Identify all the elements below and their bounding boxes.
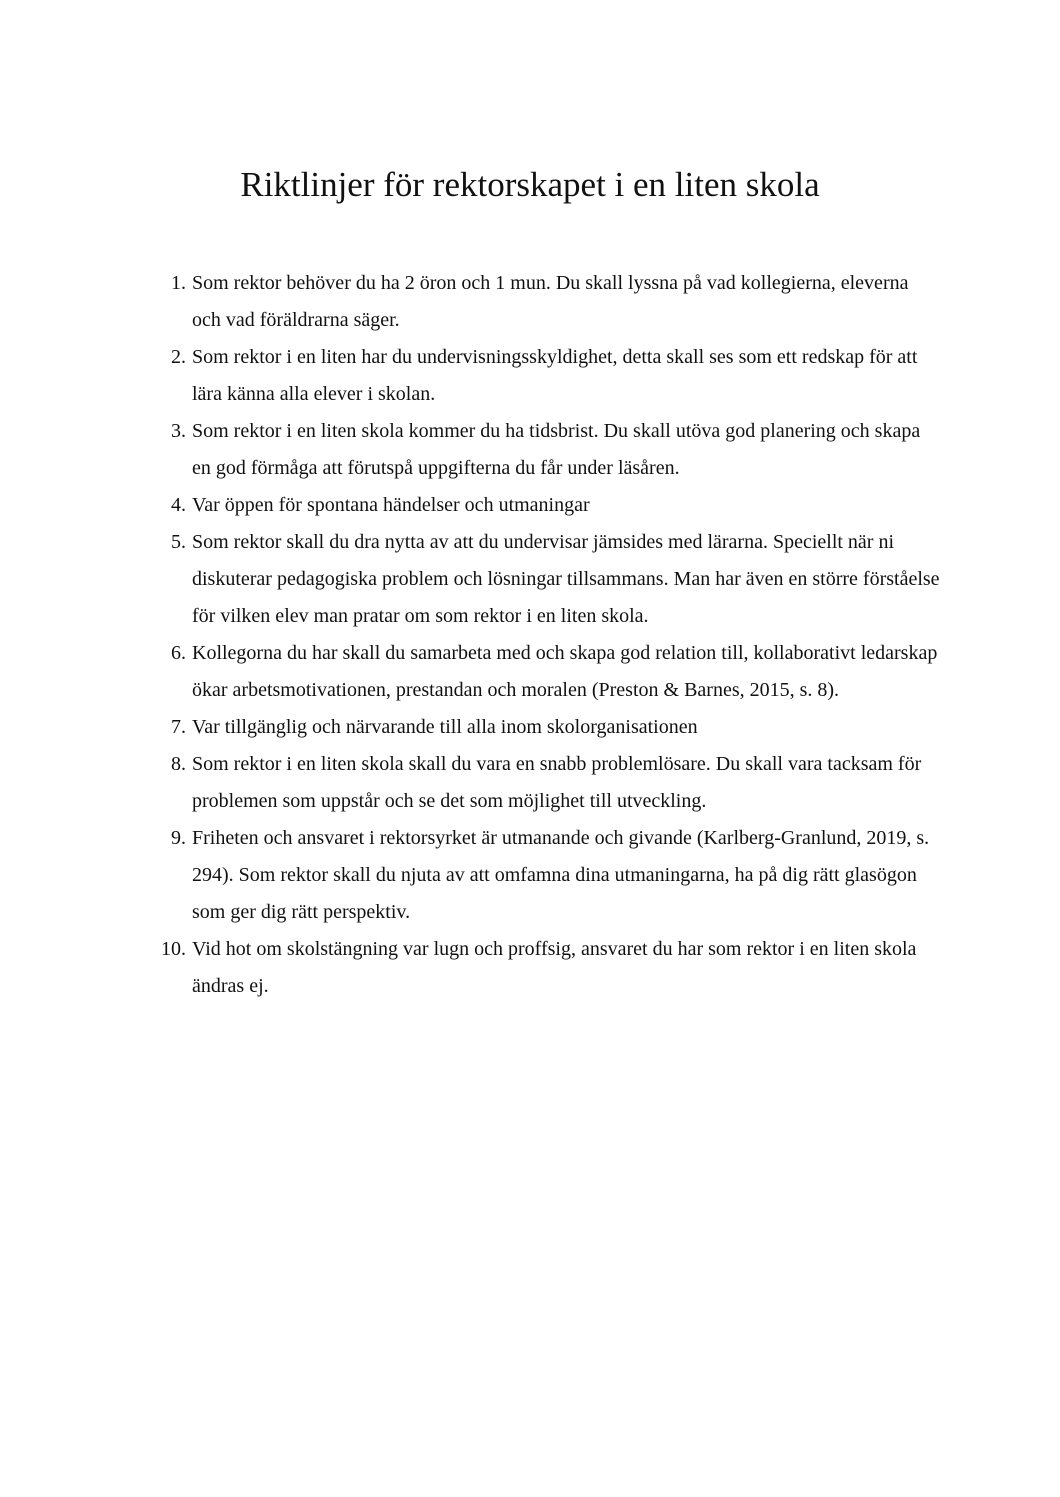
list-item-text: Som rektor i en liten skola kommer du ha tidsbrist. Du skall utöva god planering och skapa en god förmåga att förutspå uppgifterna du får under läsåren. bbox=[192, 420, 921, 479]
list-item bbox=[150, 709, 940, 746]
list-item-text: Kollegorna du har skall du samarbeta med och skapa god relation till, kollaborativt ledarskap ökar arbetsmotivationen, prestandan och moralen (Preston & Barnes, 2015, s. 8). bbox=[192, 642, 938, 701]
list-item-text: Friheten och ansvaret i rektorsyrket är utmanande och givande (Karlberg-Granlund, 2019, s. 294). Som rektor skall du njuta av att omfamna dina utmaningarna, ha på dig rätt glasögon som ger dig rätt perspektiv. bbox=[192, 827, 930, 923]
list-item-text: Som rektor i en liten skola skall du vara en snabb problemlösare. Du skall vara tacksam för problemen som uppstår och se det som möjlighet till utveckling. bbox=[192, 753, 922, 812]
list-item-text: Som rektor i en liten har du undervisningsskyldighet, detta skall ses som ett redskap för att lära känna alla elever i skolan. bbox=[192, 346, 918, 405]
list-item-number: 3. bbox=[171, 420, 186, 442]
list-item-text: Var öppen för spontana händelser och utmaningar bbox=[192, 494, 590, 516]
list-item-number: 8. bbox=[171, 753, 186, 775]
list-item-number: 4. bbox=[171, 494, 186, 516]
list-item-text: Var tillgänglig och närvarande till alla inom skolorganisationen bbox=[192, 716, 698, 738]
list-item-text: Som rektor behöver du ha 2 öron och 1 mun. Du skall lyssna på vad kollegierna, eleverna och vad föräldrarna säger. bbox=[192, 272, 909, 331]
list-item bbox=[150, 746, 940, 820]
list-item-number: 9. bbox=[171, 827, 186, 849]
list-item bbox=[150, 339, 940, 413]
list-item-number: 2. bbox=[171, 346, 186, 368]
list-item-text: Vid hot om skolstängning var lugn och proffsig, ansvaret du har som rektor i en liten skola ändras ej. bbox=[192, 938, 917, 997]
list-item-number: 1. bbox=[171, 272, 186, 294]
document-title: Riktlinjer för rektorskapet i en liten skola bbox=[240, 165, 820, 204]
list-item-number: 6. bbox=[171, 642, 186, 664]
list-item bbox=[150, 931, 940, 1005]
list-item-text: Som rektor skall du dra nytta av att du undervisar jämsides med lärarna. Speciellt när ni diskuterar pedagogiska problem och lösningar tillsammans. Man har även en större förståelse för vilken elev man pratar om som rektor i en liten skola. bbox=[192, 531, 940, 627]
list-item bbox=[150, 820, 940, 931]
list-item bbox=[150, 265, 940, 339]
list-item bbox=[150, 487, 940, 524]
list-item bbox=[150, 413, 940, 487]
list-item bbox=[150, 524, 940, 635]
list-item-number: 7. bbox=[171, 716, 186, 738]
list-item-number: 10. bbox=[161, 938, 186, 960]
list-item bbox=[150, 635, 940, 709]
guidelines-list bbox=[150, 265, 940, 1005]
list-item-number: 5. bbox=[171, 531, 186, 553]
